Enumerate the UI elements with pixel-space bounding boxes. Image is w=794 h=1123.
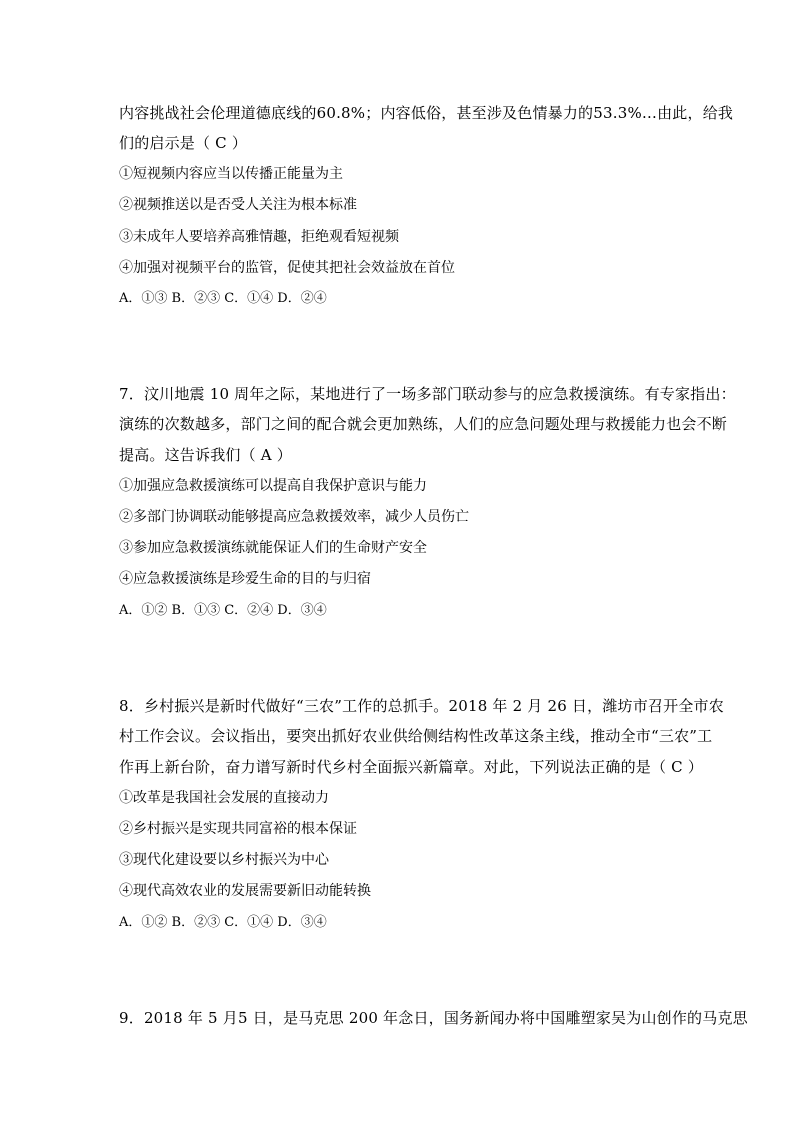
q6-option-4: ④加强对视频平台的监管，促使其把社会效益放在首位 <box>119 260 455 276</box>
q7-stem-line-3: 提高。这告诉我们（ A ） <box>119 446 292 464</box>
q7-stem-line-2: 演练的次数越多，部门之间的配合就会更加熟练，人们的应急问题处理与救援能力也会不断 <box>119 415 728 433</box>
q7-option-2: ②多部门协调联动能够提高应急救援效率，减少人员伤亡 <box>119 509 469 525</box>
q7-option-4: ④应急救援演练是珍爱生命的目的与归宿 <box>119 571 371 587</box>
q6-option-2: ②视频推送以是否受人关注为根本标准 <box>119 197 357 213</box>
q8-option-3: ③现代化建设要以乡村振兴为中心 <box>119 852 329 868</box>
q7-option-1: ①加强应急救援演练可以提高自我保护意识与能力 <box>119 478 427 494</box>
q6-option-1: ①短视频内容应当以传播正能量为主 <box>119 166 343 182</box>
q7-stem-line-1: 7．汶川地震 10 周年之际，某地进行了一场多部门联动参与的应急救援演练。有专家指出： <box>119 385 736 403</box>
q8-stem-line-3: 作再上新台阶，奋力谱写新时代乡村全面振兴新篇章。对此，下列说法正确的是（ C ） <box>119 758 704 776</box>
q8-option-4: ④现代高效农业的发展需要新旧动能转换 <box>119 883 371 899</box>
q6-option-3: ③未成年人要培养高雅情趣，拒绝观看短视频 <box>119 229 399 245</box>
q8-option-1: ①改革是我国社会发展的直接动力 <box>119 790 329 806</box>
q6-stem-line-2: 们的启示是（ C ） <box>119 134 248 152</box>
q8-option-2: ②乡村振兴是实现共同富裕的根本保证 <box>119 821 357 837</box>
q7-option-3: ③参加应急救援演练就能保证人们的生命财产安全 <box>119 540 427 556</box>
q8-stem-line-2: 村工作会议。会议指出，要突出抓好农业供给侧结构性改革这条主线，推动全市“三农”工 <box>119 727 713 745</box>
q6-answer-choices: A．①③ B．②③ C．①④ D．②④ <box>119 291 327 306</box>
q6-stem-line-1: 内容挑战社会伦理道德底线的60.8%；内容低俗，甚至涉及色情暴力的53.3%…由此，给我 <box>119 104 734 122</box>
q8-answer-choices: A．①② B．②③ C．①④ D．③④ <box>119 915 327 930</box>
q9-stem-line-1: 9．2018 年 5 月5 日，是马克思 200 年念日，国务新闻办将中国雕塑家吴为山创作的马克思 <box>119 1009 748 1027</box>
q7-answer-choices: A．①② B．①③ C．②④ D．③④ <box>119 603 327 618</box>
q8-stem-line-1: 8．乡村振兴是新时代做好“三农”工作的总抓手。2018 年 2 月 26 日，潍坊市召开全市农 <box>119 697 724 715</box>
